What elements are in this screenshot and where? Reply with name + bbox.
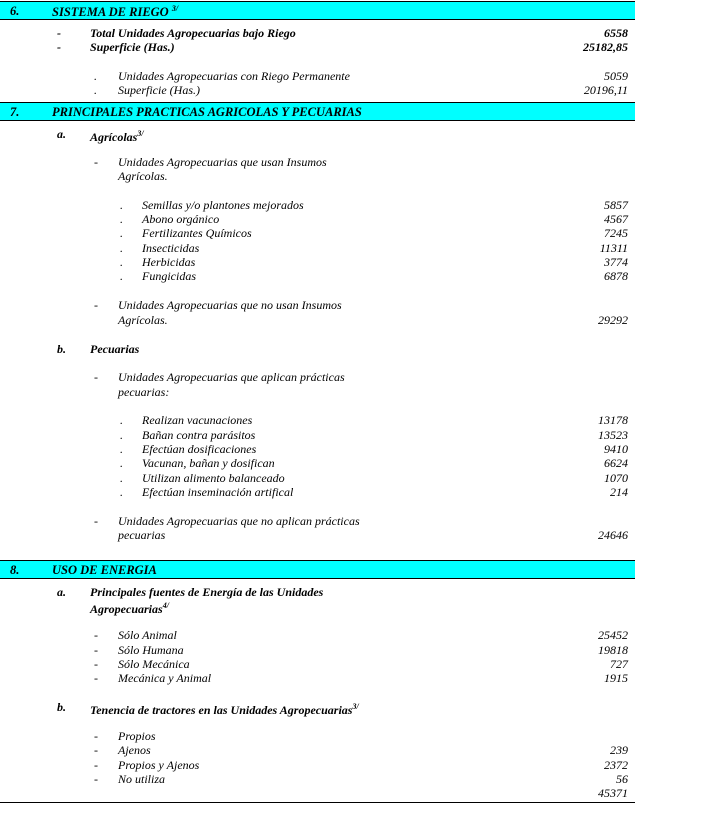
list-item — [0, 212, 635, 226]
dash-bullet: - — [94, 758, 98, 772]
subsection-letter: a. — [57, 585, 66, 599]
dot-bullet: . — [120, 485, 123, 499]
list-item — [0, 729, 635, 743]
list-item — [0, 671, 635, 685]
list-item — [0, 241, 635, 255]
item-value: 13178 — [598, 413, 628, 427]
item-label: No utiliza — [118, 772, 166, 786]
item-label: Utilizan alimento balanceado — [142, 471, 285, 485]
group-label: Unidades Agropecuarias que no usan Insumos — [118, 298, 342, 312]
list-item — [0, 643, 635, 657]
dash-bullet: - — [94, 514, 98, 528]
trailing-value-row — [0, 786, 635, 800]
item-label: Propios y Ajenos — [118, 758, 200, 772]
section-header-uso-de-energia — [0, 560, 635, 579]
item-value: 25452 — [598, 628, 628, 642]
list-item — [0, 442, 635, 456]
subsection-header-agricolas — [0, 127, 635, 144]
footnote-ref: 4/ — [162, 601, 169, 610]
item-value: 239 — [610, 743, 628, 757]
footnote-ref: 3/ — [137, 129, 144, 138]
subsection-title-text: Agropecuarias — [90, 602, 163, 616]
table-row — [0, 83, 635, 97]
group-label-continued: Agrícolas. — [118, 169, 168, 183]
group-label-continued: Agrícolas. — [118, 313, 168, 327]
list-item — [0, 255, 635, 269]
section-header-practicas-agricolas — [0, 102, 635, 121]
list-item — [0, 485, 635, 499]
item-label: Abono orgánico — [142, 212, 220, 226]
dot-bullet: . — [120, 428, 123, 442]
subsection-title-text: Agrícolas — [90, 130, 138, 144]
dot-bullet: . — [120, 226, 123, 240]
section-header-sistema-de-riego — [0, 1, 635, 20]
subsection-letter: b. — [57, 342, 66, 356]
group-label: Unidades Agropecuarias que usan Insumos — [118, 155, 327, 169]
table-row — [0, 69, 635, 83]
dot-bullet: . — [94, 83, 97, 97]
section-number: 6. — [10, 4, 20, 18]
item-label: Fungicidas — [142, 269, 196, 283]
item-label: Fertilizantes Químicos — [142, 226, 252, 240]
item-value: 7245 — [604, 226, 628, 240]
row-label: Total Unidades Agropecuarias bajo Riego — [90, 26, 296, 40]
item-label: Mecánica y Animal — [118, 671, 212, 685]
section-title-text: SISTEMA DE RIEGO — [52, 5, 169, 19]
group-label-row — [0, 528, 635, 542]
item-label: Sólo Humana — [118, 643, 184, 657]
item-label: Sólo Mecánica — [118, 657, 190, 671]
subsection-title: Principales fuentes de Energía de las Unidades — [90, 585, 324, 599]
table-row — [0, 40, 635, 54]
section-title: PRINCIPALES PRACTICAS AGRICOLAS Y PECUARIAS — [52, 105, 362, 119]
list-item — [0, 758, 635, 772]
dot-bullet: . — [94, 69, 97, 83]
item-value: 727 — [610, 657, 628, 671]
group-value: 29292 — [598, 313, 628, 327]
list-item — [0, 456, 635, 470]
subsection-title-text: Tenencia de tractores en las Unidades Agropecuarias — [90, 703, 353, 717]
item-label: Sólo Animal — [118, 628, 177, 642]
dash-bullet: - — [94, 729, 98, 743]
item-label: Bañan contra parásitos — [142, 428, 256, 442]
trailing-value: 45371 — [598, 786, 628, 800]
item-value: 2372 — [604, 758, 628, 772]
item-value: 5857 — [604, 198, 628, 212]
item-value: 6878 — [604, 269, 628, 283]
dot-bullet: . — [120, 413, 123, 427]
dash-bullet: - — [94, 370, 98, 384]
dot-bullet: . — [120, 456, 123, 470]
item-label: Vacunan, bañan y dosifican — [142, 456, 275, 470]
row-label: Unidades Agropecuarias con Riego Permanente — [118, 69, 350, 83]
group-label: Unidades Agropecuarias que no aplican prácticas — [118, 514, 360, 528]
subsection-title — [90, 127, 144, 144]
group-label-row — [0, 370, 635, 384]
dot-bullet: . — [120, 269, 123, 283]
item-label: Realizan vacunaciones — [142, 413, 253, 427]
list-item — [0, 226, 635, 240]
item-value: 13523 — [598, 428, 628, 442]
dot-bullet: . — [120, 241, 123, 255]
row-label: Superficie (Has.) — [118, 83, 200, 97]
subsection-header-continued — [0, 599, 635, 616]
dash-bullet: - — [57, 40, 61, 54]
subsection-header-fuentes-energia — [0, 585, 635, 599]
item-label: Semillas y/o plantones mejorados — [142, 198, 304, 212]
bottom-rule — [0, 802, 635, 803]
dash-bullet: - — [94, 298, 98, 312]
dash-bullet: - — [57, 26, 61, 40]
list-item — [0, 628, 635, 642]
group-label-continued: pecuarias: — [118, 385, 170, 399]
item-label: Insecticidas — [142, 241, 200, 255]
dash-bullet: - — [94, 643, 98, 657]
group-label-row — [0, 155, 635, 169]
item-value: 19818 — [598, 643, 628, 657]
item-value: 9410 — [604, 442, 628, 456]
dot-bullet: . — [120, 198, 123, 212]
dash-bullet: - — [94, 155, 98, 169]
dash-bullet: - — [94, 628, 98, 642]
group-value: 24646 — [598, 528, 628, 542]
section-title: USO DE ENERGIA — [52, 563, 157, 577]
list-item — [0, 657, 635, 671]
list-item — [0, 269, 635, 283]
footnote-ref: 3/ — [171, 4, 179, 13]
row-value: 20196,11 — [583, 83, 628, 97]
item-value: 1915 — [604, 671, 628, 685]
group-label-row — [0, 169, 635, 183]
section-title — [52, 4, 178, 20]
dot-bullet: . — [120, 442, 123, 456]
group-label-row — [0, 313, 635, 327]
subsection-header-tenencia-tractores — [0, 700, 635, 717]
list-item — [0, 428, 635, 442]
item-label: Ajenos — [118, 743, 151, 757]
dot-bullet: . — [120, 255, 123, 269]
item-label: Propios — [118, 729, 156, 743]
row-value: 25182,85 — [583, 40, 628, 54]
footnote-ref: 3/ — [352, 702, 359, 711]
table-row — [0, 26, 635, 40]
subsection-title-continued — [90, 599, 169, 616]
item-value: 6624 — [604, 456, 628, 470]
group-label: Unidades Agropecuarias que aplican prácticas — [118, 370, 345, 384]
list-item — [0, 413, 635, 427]
group-label-row — [0, 385, 635, 399]
section-number: 7. — [10, 105, 20, 119]
list-item — [0, 772, 635, 786]
subsection-title: Pecuarias — [90, 342, 140, 356]
row-value: 5059 — [604, 69, 628, 83]
item-value: 11311 — [599, 241, 628, 255]
subsection-letter: b. — [57, 700, 66, 714]
dot-bullet: . — [120, 212, 123, 226]
item-value: 1070 — [604, 471, 628, 485]
dash-bullet: - — [94, 772, 98, 786]
group-label-row — [0, 514, 635, 528]
item-label: Herbicidas — [142, 255, 196, 269]
list-item — [0, 198, 635, 212]
list-item — [0, 471, 635, 485]
item-value: 56 — [616, 772, 628, 786]
item-value: 214 — [610, 485, 628, 499]
row-value: 6558 — [604, 26, 628, 40]
dash-bullet: - — [94, 743, 98, 757]
item-value: 3774 — [604, 255, 628, 269]
subsection-letter: a. — [57, 127, 66, 141]
dash-bullet: - — [94, 671, 98, 685]
dash-bullet: - — [94, 657, 98, 671]
subsection-title — [90, 700, 359, 717]
item-label: Efectúan inseminación artifical — [142, 485, 294, 499]
group-label-row — [0, 298, 635, 312]
section-number: 8. — [10, 563, 20, 577]
group-label-continued: pecuarias — [118, 528, 166, 542]
list-item — [0, 743, 635, 757]
row-label: Superficie (Has.) — [90, 40, 175, 54]
dot-bullet: . — [120, 471, 123, 485]
item-label: Efectúan dosificaciones — [142, 442, 257, 456]
item-value: 4567 — [604, 212, 628, 226]
subsection-header-pecuarias — [0, 342, 635, 356]
